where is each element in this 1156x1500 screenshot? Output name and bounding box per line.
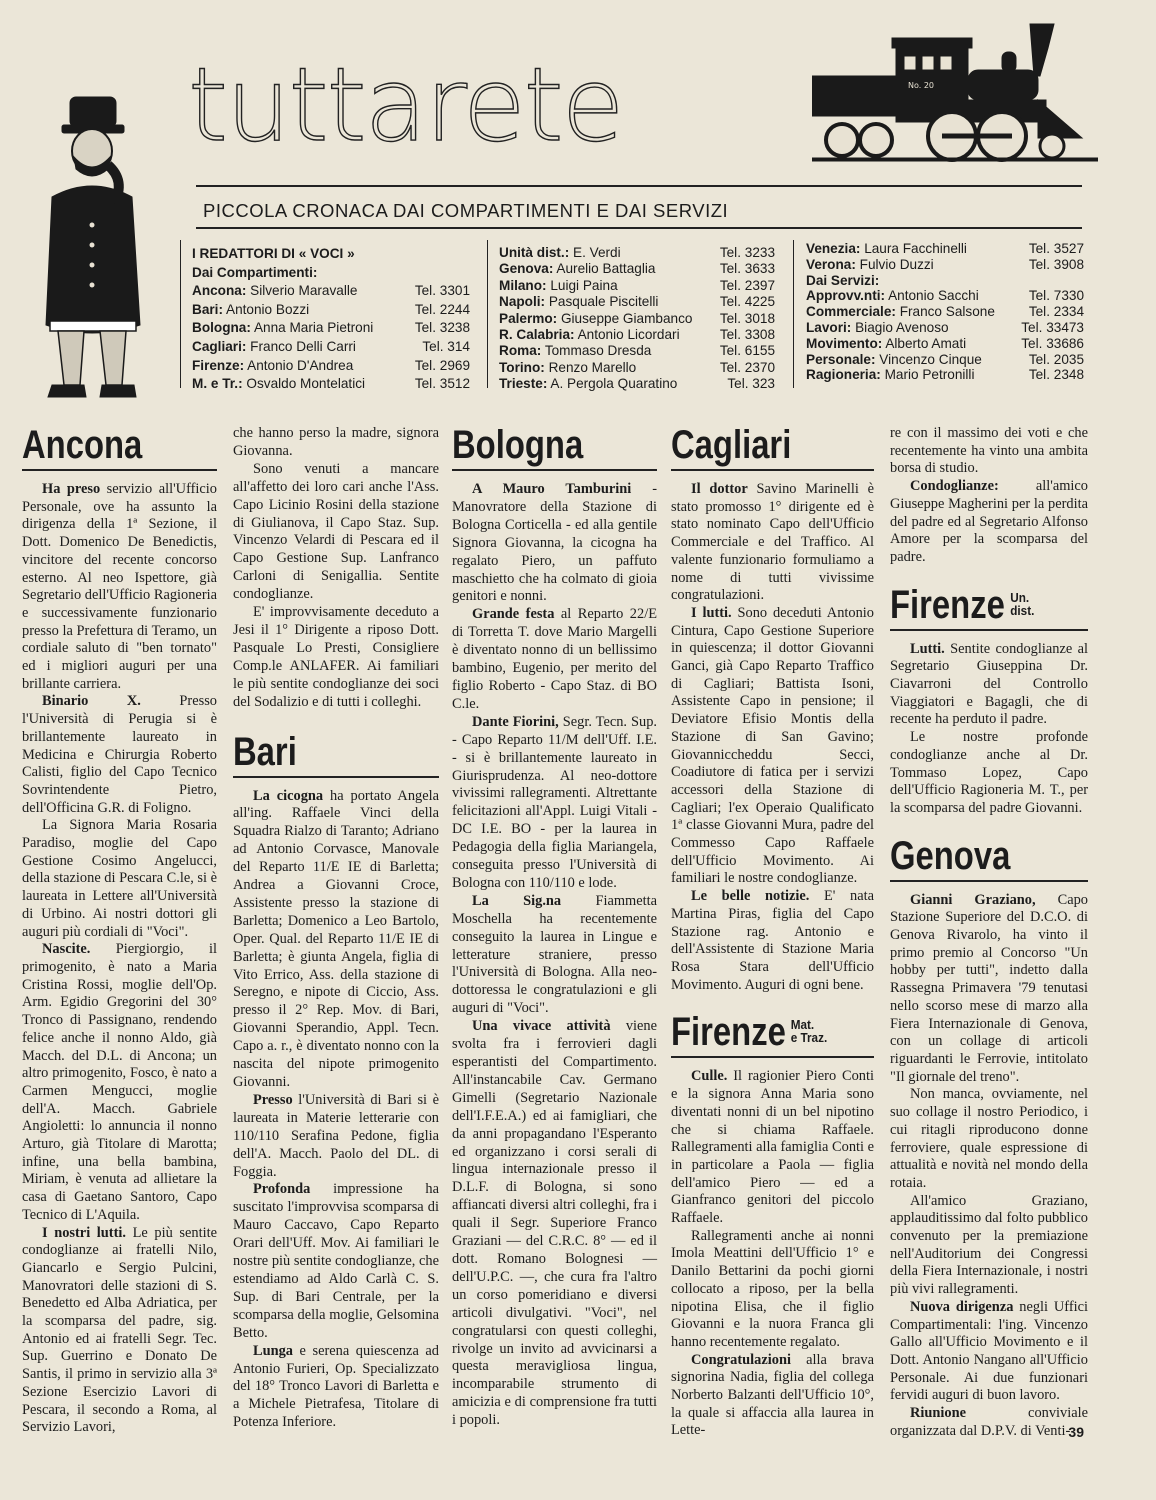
paragraph: Non manca, ovviamente, nel suo collage il nostro Periodico, i cui ritagli riproducono donne ferroviere, quale espressione di attualità e novità nel mondo della rotaia. [890, 1086, 1088, 1191]
paragraph: La cicogna ha portato Angela all'ing. Raffaele Vinci della Squadra Rialzo di Taranto; Adriano ad Antonio Corvasce, Manovale del Reparto 11/E IE di Barletta; Andrea a Giovanni Croce, Assistente presso la stazione di Barletta; Domenico a Leo Bartolo, Oper. Qual. del Reparto 11/E IE di Barletta; è giunta Angela, figlia di Vito Errico, Ass. della stazione di Seregno, e nipote di Ciccio, Ass. presso il 2° Rep. Mov. di Bari, Giovanni Sperandio, Appl. Tecn. Capo a. r., è diventato nonno con la nascita del nipote primogenito Giovanni. [233, 787, 439, 1090]
section-rule [22, 469, 217, 471]
subtitle-top-rule [196, 185, 1082, 187]
subtitle-bottom-rule [196, 227, 1082, 229]
paragraph: Lunga e serena quiescenza ad Antonio Furieri, Op. Specializzato del 18° Tronco Lavori di Barletta e a Michele Pietrafesa, Titolare di Potenza Inferiore. [233, 1342, 439, 1431]
paragraph: La Signora Maria Rosaria Paradiso, moglie del Capo Gestione Cosimo Angelucci, della stazione di Pescara C.le, si è laureata in Lettere all'Università di Urbino. Ai nostri dottori gli auguri più cordiali di "Voci". [22, 817, 218, 940]
paragraph: Nuova dirigenza negli Uffici Compartimentali: l'ing. Vincenzo Gallo all'Ufficio Movimento e il Dott. Antonio Nangano all'Ufficio Personale. Ai due funzionari fervidi auguri di buon lavoro. [890, 1298, 1088, 1404]
column-1 [22, 425, 217, 1437]
paragraph: Riunione conviviale organizzata dal D.P.V. di Venti- [890, 1405, 1088, 1439]
section-rule [452, 469, 657, 471]
paragraph: Gianni Graziano, Capo Stazione Superiore del D.C.O. di Genova Rivarolo, ha vinto il primo premio al Concorso "Un hobby per tutti", indetto dalla Rassegna Primavera '79 tenutasi nello scorso mese di marzo alla Fiera Internazionale di Genova, con un collage di articoli riguardanti le Ferrovie, intitolato "Il giornale del treno". [890, 891, 1088, 1085]
subtitle: PICCOLA CRONACA DAI COMPARTIMENTI E DAI SERVIZI [203, 200, 729, 221]
paragraph: Le belle notizie. E' nata Martina Piras, figlia del Capo Stazione rag. Antonio e dell'Assistente di Stazione Maria Rosa Stara dell'Ufficio Movimento. Auguri di ogni bene. [671, 888, 874, 993]
section-heading-firenze-un-dist: Firenze Un. dist. [890, 582, 1035, 627]
paragraph: Ha preso servizio all'Ufficio Personale, ove ha assunto la dirigenza della 1ª Sezione, il Dott. Domenico De Benedictis, vincitore del recente concorso esterno. Al neo Ispettore, già Segretario dell'Ufficio Ragioneria e successivamente funzionario presso la Prefettura di Teramo, un cordiale saluto di "ben tornato" ed i migliori auguri per una brillante carriera. [22, 481, 217, 692]
paragraph: Culle. Il ragionier Piero Conti e la signora Anna Maria sono diventati nonni di un bel nipotino che si chiama Raffaele. Rallegramenti alla famiglia Conti e in particolare a Paola — figlia dell'amico Piero — ed a Gianfranco genitori del piccolo Raffaele. [671, 1068, 875, 1227]
paragraph: re con il massimo dei voti e che recentemente ha vinto una ambita borsa di studio. [890, 425, 1088, 477]
section-rule [890, 629, 1088, 631]
column-3 [452, 425, 657, 1430]
section-heading-bologna: Bologna [452, 423, 584, 467]
paragraph: Le nostre profonde condoglianze anche al Dr. Tommaso Lopez, Capo dell'Ufficio Ragioneria M. T., per la scomparsa del padre Giovanni. [890, 729, 1088, 816]
redattore-row: M. e Tr.: Osvaldo Montelatici Tel. 3512 [192, 376, 470, 392]
paragraph: Presso l'Università di Bari si è laureata in Materie letterarie con 110/110 Serafina Pedone, figlia dell'A. Macch. Paolo del DL. di Foggia. [233, 1091, 439, 1180]
paragraph: Dante Fiorini, Segr. Tecn. Sup. - Capo Reparto 11/M dell'Uff. I.E. - si è brillantemente laureato in Giurisprudenza. Al neo-dottore vivissimi rallegramenti. Altrettante felicitazioni all'Appl. Luigi Vitali - DC I.E. BO - per la laurea in Pedagogia della figlia Mariangela, conseguita presso l'Università di Bologna con 110/110 e lode. [452, 713, 658, 891]
redattore-row: Torino: Renzo Marello Tel. 2370 [499, 359, 775, 375]
section-rule [890, 880, 1088, 882]
redattori-left-rule [180, 240, 181, 388]
paragraph: A Mauro Tamburini - Manovratore della Stazione di Bologna Corticella - ed alla gentile Signora Giovanna, la cicogna ha regalato Piero, un paffuto maschietto che ha colmato di gioia genitori e nonni. [452, 481, 657, 605]
paragraph: Lutti. Sentite condoglianze al Segretario Giuseppina Dr. Ciavarroni del Controllo Viaggiatori e Bagagli, che di recente ha perduto il padre. [890, 640, 1088, 728]
paragraph: che hanno perso la madre, signora Giovanna. [233, 425, 439, 459]
paragraph: Congratulazioni alla brava signorina Nadia, figlia del collega Norberto Balzanti dell'Ufficio 10°, la quale si affaccia alla laurea in Lette- [671, 1351, 874, 1439]
section-subtitle: Un. dist. [1010, 589, 1035, 618]
redattore-row: Genova: Aurelio Battaglia Tel. 3633 [499, 261, 775, 277]
column-2 [233, 425, 439, 1432]
page-number: 39 [1068, 1424, 1084, 1440]
redattore-row: Personale: Vincenzo Cinque Tel. 2035 [806, 351, 1084, 367]
paragraph: I lutti. Sono deceduti Antonio Cintura, Capo Gestione Superiore in quiescenza; il dottor Giovanni Ganci, già Capo Reparto Traffico di Cagliari; Battista Isoni, Assistente Capo in pensione; il Deviatore Efisio Montis della Stazione di San Gavino; Giovanniccheddu Secci, Coadiutore di fatica per i servizi accessori della Stazione di Cagliari; l'ex Operaio Qualificato 1ª classe Giovanni Mura, padre del Commesso Capo Raffaele dell'Ufficio Movimento. Ai familiari le nostre condoglianze. [671, 604, 874, 887]
redattore-row: Verona: Fulvio Duzzi Tel. 3908 [806, 256, 1084, 272]
paragraph: All'amico Graziano, applauditissimo dal folto pubblico convenuto per la premiazione nell'Auditorium dei Congressi della Fiera Internazionale, i nostri più vivi rallegramenti. [890, 1192, 1088, 1298]
locomotive-illustration [812, 18, 1098, 168]
section-rule [671, 1056, 874, 1058]
paragraph: Grande festa al Reparto 22/E di Torretta T. dove Mario Margelli è diventato nonno di un bellissimo bambino, Eugenio, per merito del figlio Roberto - Capo Staz. di BO C.le. [452, 606, 657, 712]
redattore-row: Napoli: Pasquale Piscitelli Tel. 4225 [499, 294, 775, 310]
redattori-right-rule [793, 240, 794, 388]
paragraph: I nostri lutti. Le più sentite condoglianze ai fratelli Nilo, Giancarlo e Sergio Pulcini, Manovratori delle stazioni di S. Benedetto ed Alba Adriatica, per la scomparsa del padre, sig. Antonio ed ai fratelli Segr. Tec. Sup. Guerrino e Donato De Santis, il primo in servizio alla 3ª Sezione Esercizio Lavori di Pescara, il secondo a Roma, al Servizio Lavori, [22, 1224, 217, 1436]
redattori-mid-rule [487, 240, 488, 388]
redattore-row: Movimento: Alberto Amati Tel. 33686 [806, 335, 1084, 351]
paragraph: Binario X. Presso l'Università di Perugia si è brillantemente laureato in Medicina e Chirurgia Roberto Calisti, figlio del Capo Tecnico Sovrintendente Pietro, dell'Officina G.R. di Foligno. [22, 693, 217, 816]
redattore-row: Trieste: A. Pergola Quaratino Tel. 323 [499, 376, 775, 392]
redattore-row: Unità dist.: E. Verdi Tel. 3233 [499, 245, 775, 260]
locomotive-plate: No. 20 [908, 81, 935, 90]
paragraph: Nascite. Piergiorgio, il primogenito, è nato a Maria Cristina Rossi, moglie dell'Op. Arm. Egidio Gregorini del 30° Tronco di Passignano, rendendo felice anche il nonno Aldo, già Macch. del D.L. di Ancona; un altro primogenito, Fosco, è nato a Carmen Mengucci, moglie dell'A. Macch. Gabriele Angioletti: lo annuncia il nonno Arturo, già Titolare di Marotta; infine, una bella bambina, Miriam, è venuta ad allietare la casa di Gaetano Santoro, Capo Tecnico di L'Aquila. [22, 941, 217, 1223]
redattore-row: Ragioneria: Mario Petronilli Tel. 2348 [806, 367, 1084, 383]
section-heading-genova: Genova [890, 833, 1011, 878]
section-heading-ancona: Ancona [22, 423, 143, 467]
paragraph: E' improvvisamente deceduto a Jesi il 1° Dirigente a riposo Dott. Pasquale Lo Presti, Consigliere Comp.le ANLAFER. Ai familiari le più sentite condoglianze dei soci del Sodalizio e di tutti i colleghi. [233, 604, 439, 710]
redattore-row: R. Calabria: Antonio Licordari Tel. 3308 [499, 327, 775, 343]
section-heading-bari: Bari [233, 729, 297, 774]
redattore-row: Lavori: Biagio Avenoso Tel. 33473 [806, 319, 1084, 335]
redattori-col1 [192, 245, 470, 394]
servizi-heading: Dai Servizi: [806, 272, 880, 288]
column-5 [890, 425, 1088, 1440]
redattore-row: Bari: Antonio Bozzi Tel. 2244 [192, 301, 470, 317]
redattori-title: I REDATTORI DI « VOCI » [192, 246, 355, 261]
redattori-col2 [499, 245, 775, 393]
redattore-row: Firenze: Antonio D'Andrea Tel. 2969 [192, 357, 470, 373]
masthead-title: tuttarete [188, 46, 623, 165]
section-heading-cagliari: Cagliari [671, 423, 792, 467]
redattore-row: Venezia: Laura Facchinelli Tel. 3527 [806, 241, 1084, 256]
paragraph: Rallegramenti anche ai nonni Imola Meattini dell'Ufficio 1° e Danilo Bettarini da pochi giorni collocato a riposo, per la bella nipotina Elisa, che il figlio Giovanni e la nuora Franca gli hanno recentemente regalato. [671, 1227, 874, 1350]
redattore-row: Bologna: Anna Maria Pietroni Tel. 3238 [192, 320, 470, 336]
redattore-row: Milano: Luigi Paina Tel. 2397 [499, 277, 775, 293]
redattore-row: Approvv.nti: Antonio Sacchi Tel. 7330 [806, 288, 1084, 304]
paragraph: La Sig.na Fiammetta Moschella ha recentemente conseguito la laurea in Lingue e letterature straniere, presso l'Università di Bologna. Alla neo-dottoressa le congratulazioni e gli auguri di "Voci". [452, 892, 657, 1017]
section-heading-firenze-mat-traz: Firenze Mat. e Traz. [671, 1010, 828, 1055]
section-subtitle: Mat. e Traz. [790, 1017, 828, 1046]
redattore-row: Palermo: Giuseppe Giambanco Tel. 3018 [499, 310, 775, 326]
paragraph: Condoglianze: all'amico Giuseppe Magherini per la perdita del padre ed al Segretario Alfonso Amore per la scomparsa del padre. [890, 478, 1088, 565]
conductor-illustration [22, 85, 182, 405]
redattore-row: Commerciale: Franco Salsone Tel. 2334 [806, 304, 1084, 320]
paragraph: Sono venuti a mancare all'affetto dei loro cari anche l'Ass. Capo Licinio Rosini della stazione di Giulianova, il Capo Staz. Sup. Vincenzo Velardi di Pescara ed il Capo Gestione Sup. Lanfranco Carloni di Senigallia. Sentite condoglianze. [233, 460, 439, 603]
redattore-row: Roma: Tommaso Dresda Tel. 6155 [499, 343, 775, 359]
section-rule [233, 776, 439, 778]
section-rule [671, 469, 874, 471]
paragraph: Profonda impressione ha suscitato l'improvvisa scomparsa di Mauro Caccavo, Capo Reparto Orari dell'Uff. Mov. Ai familiari le nostre più sentite condoglianze, che estendiamo ad Aldo Carlà C. S. Sup. di Bari Centrale, per la scomparsa della moglie, Gelsomina Betto. [233, 1181, 439, 1341]
column-4 [671, 425, 874, 1440]
paragraph: Una vivace attività viene svolta fra i ferrovieri dagli esperantisti del Compartimento. All'instancabile Cav. Germano Gimelli (Segretario Nazionale dell'I.F.E.A.) ed ai famigliari, che da anni propagandano l'Esperanto ed organizzano i corsi serali di lingua internazionale presso il D.L.F. di Bologna, si sono affiancati diversi altri colleghi, fra i quali il Segr. Superiore Franco Graziani — del C.R.C. 8° — ed il dott. Romano Bolognesi — dell'U.P.C. —, che cura fra l'altro un corso pomeridiano e diversi articoli divulgativi. "Voci", nel congratularsi con questi colleghi, rivolge un invito ad avvicinarsi a questa meravigliosa lingua, incomparabile strumento di amicizia e di comprensione fra tutti i popoli. [452, 1018, 658, 1429]
redattori-subheading: Dai Compartimenti: [192, 264, 318, 280]
redattori-col3 [806, 241, 1084, 383]
redattore-row: Cagliari: Franco Delli Carri Tel. 314 [192, 338, 470, 354]
paragraph: Il dottor Savino Marinelli è stato promosso 1° dirigente ed è stato nominato Capo dell'Ufficio Commerciale e del Traffico. Al valente funzionario formuliamo a nome di tutti vivissime congratulazioni. [671, 481, 874, 604]
redattore-row: Ancona: Silverio Maravalle Tel. 3301 [192, 283, 470, 299]
